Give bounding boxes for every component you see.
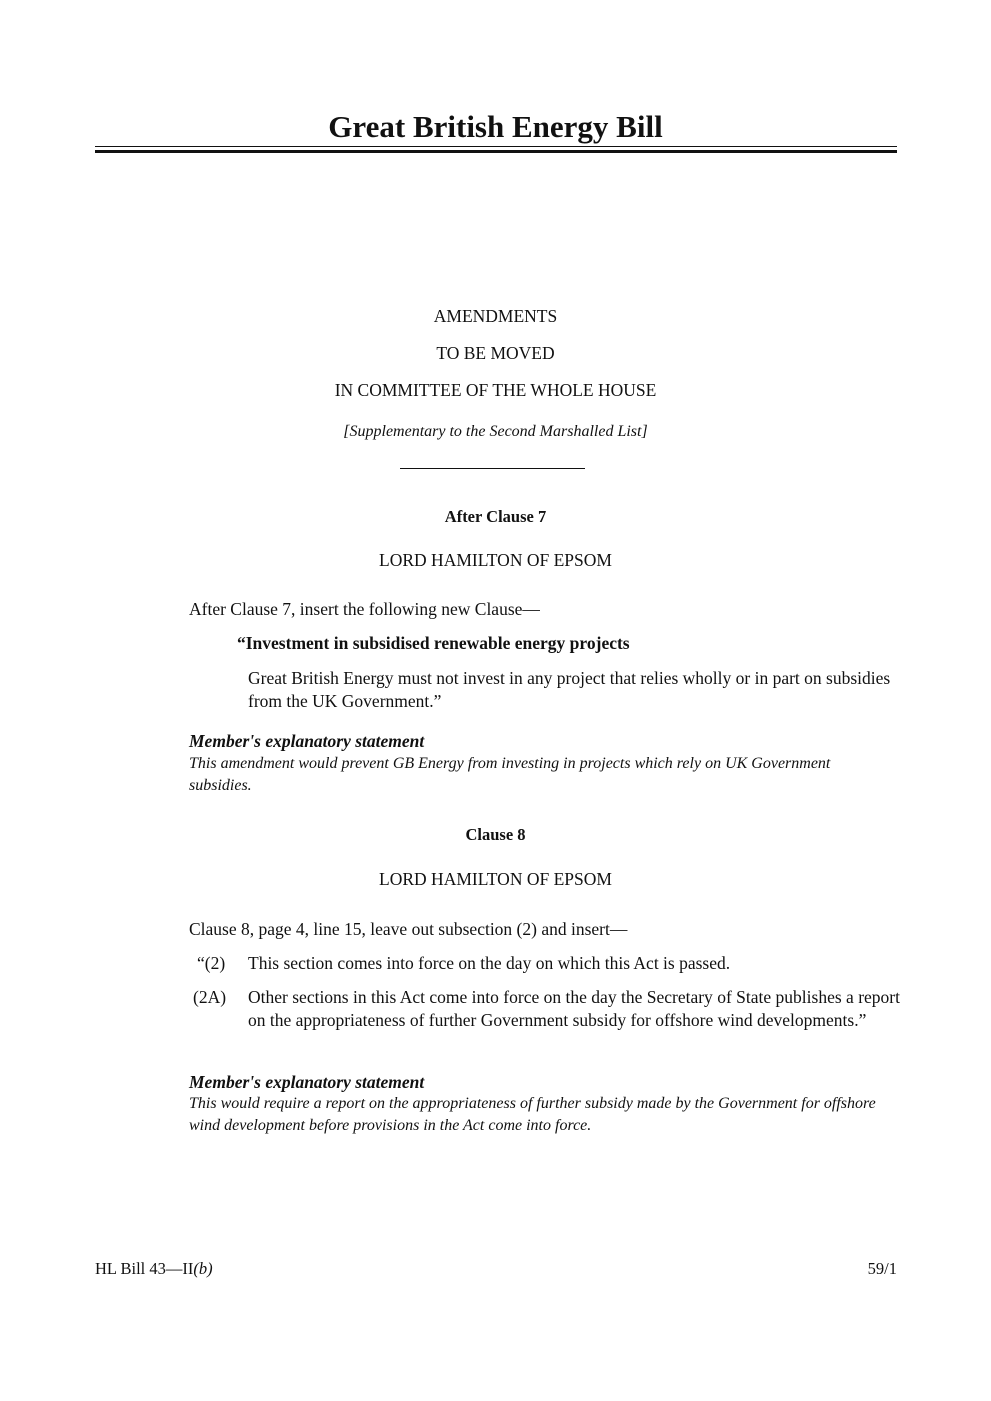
subsection-text: Other sections in this Act come into force on the day the Secretary of State publishes a report on the appropriateness of further Government subsidy for offshore wind developments.” [248, 987, 900, 1030]
amendment1-clause-text: Great British Energy must not invest in any project that relies wholly or in part on subsidies from the UK Government.” [248, 668, 891, 711]
amendment2-instruction: Clause 8, page 4, line 15, leave out subsection (2) and insert— [189, 919, 628, 939]
subsection-text: This section comes into force on the day on which this Act is passed. [248, 953, 731, 973]
amendment1-heading: After Clause 7 [444, 507, 547, 526]
amendment1-statement-text: This amendment would prevent GB Energy from investing in projects which rely on UK Government subsidies. [189, 755, 831, 794]
title-rule-thick [95, 150, 897, 153]
amendment1-member: LORD HAMILTON OF EPSOM [379, 550, 612, 570]
amendment1-instruction: After Clause 7, insert the following new Clause— [189, 599, 540, 619]
intro-line-3: IN COMMITTEE OF THE WHOLE HOUSE [334, 380, 657, 400]
subsection-number: “(2) [197, 953, 226, 973]
subsection-number: (2A) [193, 987, 227, 1007]
bill-ref-text: HL Bill 43—II [95, 1259, 194, 1278]
title-rule [95, 146, 897, 147]
document-title: Great British Energy Bill [328, 109, 663, 144]
divider [400, 468, 585, 469]
amendment1-statement-label: Member's explanatory statement [189, 731, 425, 751]
page-number: 59/1 [867, 1259, 897, 1278]
intro-line-2: TO BE MOVED [436, 343, 555, 363]
amendment2-member: LORD HAMILTON OF EPSOM [379, 869, 612, 889]
amendment2-statement-text: This would require a report on the appropriateness of further subsidy made by the Government for offshore wind development before provisions in the Act come into force. [189, 1095, 876, 1134]
amendment2-heading: Clause 8 [465, 825, 526, 844]
intro-line-1: AMENDMENTS [433, 306, 558, 326]
bill-reference [95, 1258, 213, 1280]
amendment1-clause-title: “Investment in subsidised renewable energy projects [237, 633, 630, 653]
amendment2-statement-label: Member's explanatory statement [189, 1072, 425, 1092]
intro-note: [Supplementary to the Second Marshalled List] [343, 423, 648, 440]
bill-ref-suffix: (b) [193, 1259, 213, 1278]
